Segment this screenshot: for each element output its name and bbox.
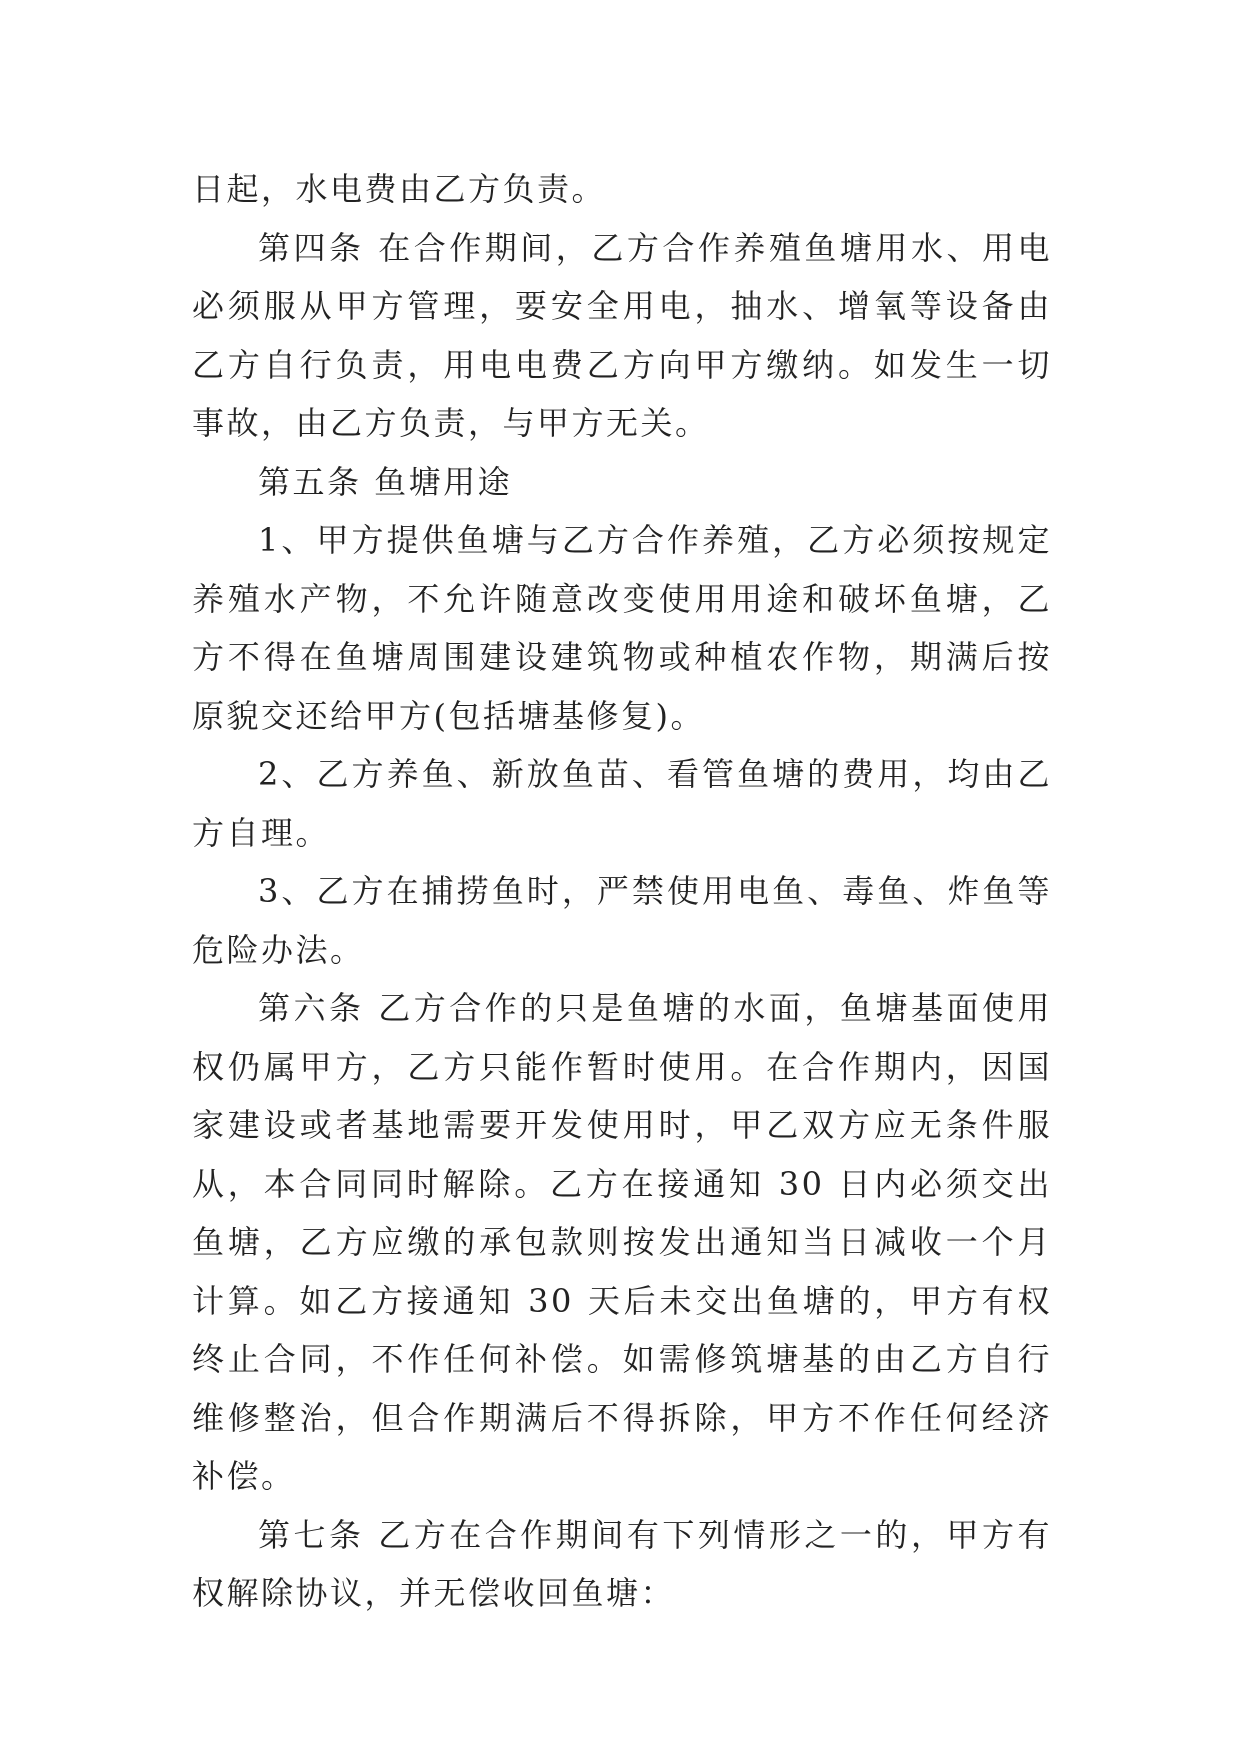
paragraph-article-5-item-3: 3、乙方在捕捞鱼时，严禁使用电鱼、毒鱼、炸鱼等危险办法。 <box>192 872 1052 969</box>
paragraph-article-4: 第四条 在合作期间，乙方合作养殖鱼塘用水、用电必须服从甲方管理，要安全用电，抽水、增氧等设备由乙方自行负责，用电电费乙方向甲方缴纳。如发生一切事故，由乙方负责，与甲方无关。 <box>192 228 1052 442</box>
paragraph-article-5-item-2: 2、乙方养鱼、新放鱼苗、看管鱼塘的费用，均由乙方自理。 <box>192 755 1052 852</box>
document-body <box>192 160 1052 1623</box>
paragraph-continuation: 日起，水电费由乙方负责。 <box>192 170 607 208</box>
paragraph-article-6: 第六条 乙方合作的只是鱼塘的水面，鱼塘基面使用权仍属甲方，乙方只能作暂时使用。在合作期内，因国家建设或者基地需要开发使用时，甲乙双方应无条件服从，本合同同时解除。乙方在接通知 30 日内必须交出鱼塘，乙方应缴的承包款则按发出通知当日减收一个月计算。如乙方接通知 30 天后未交出鱼塘的，甲方有权终止合同，不作任何补偿。如需修筑塘基的由乙方自行维修整治，但合作期满后不得拆除，甲方不作任何经济补偿。 <box>192 989 1052 1495</box>
paragraph-article-5-item-1: 1、甲方提供鱼塘与乙方合作养殖，乙方必须按规定养殖水产物，不允许随意改变使用用途和破坏鱼塘，乙方不得在鱼塘周围建设建筑物或种植农作物，期满后按原貌交还给甲方(包括塘基修复)。 <box>192 521 1052 735</box>
paragraph-article-5-heading: 第五条 鱼塘用途 <box>258 462 513 501</box>
paragraph-article-7: 第七条 乙方在合作期间有下列情形之一的，甲方有权解除协议，并无偿收回鱼塘： <box>192 1515 1052 1612</box>
